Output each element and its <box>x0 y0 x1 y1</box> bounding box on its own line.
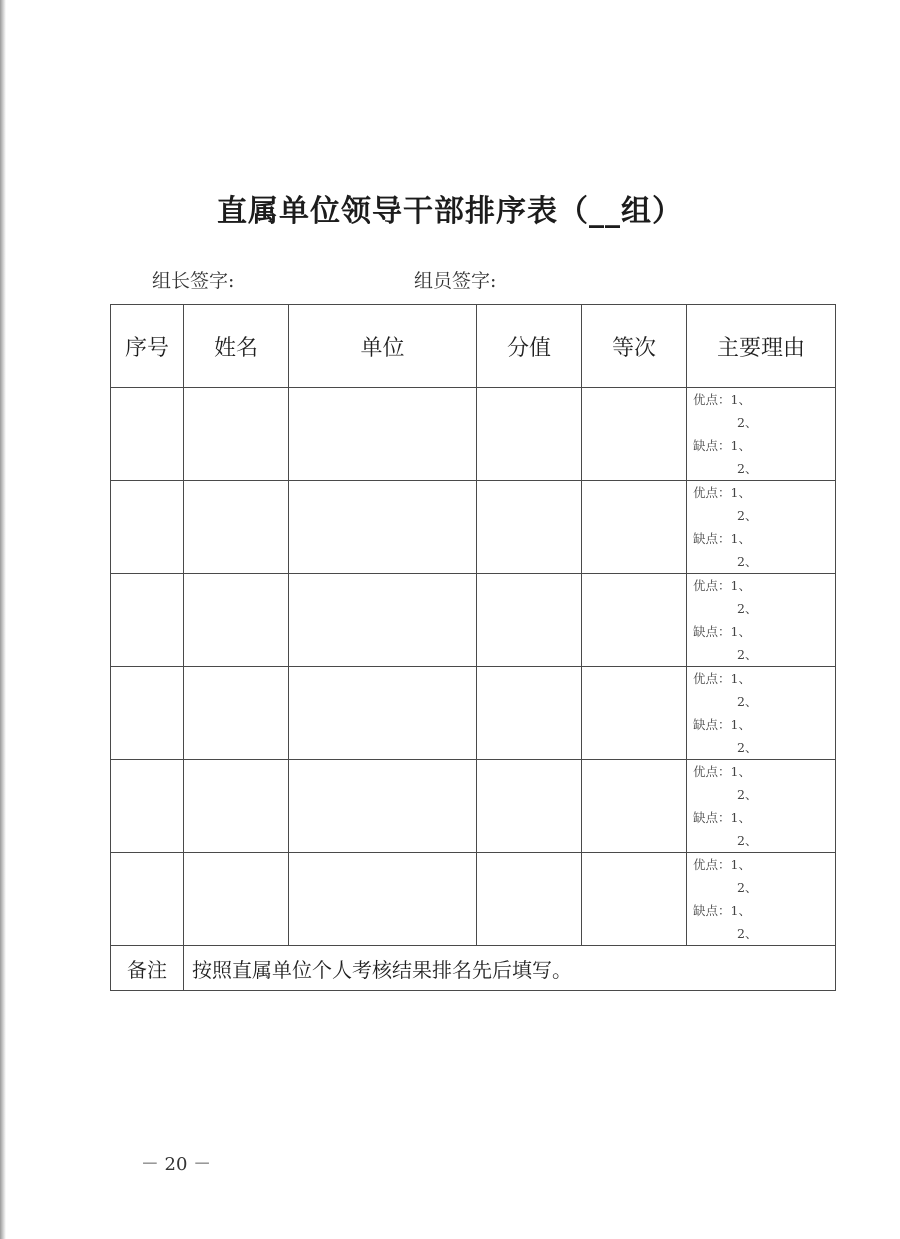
note-row <box>111 946 836 991</box>
advantages-line-2: 2、 <box>737 508 758 523</box>
score-cell[interactable] <box>477 388 582 481</box>
advantages-line-1: 优点：1、 <box>693 764 751 779</box>
advantages-line-2: 2、 <box>737 601 758 616</box>
unit-cell[interactable] <box>289 388 477 481</box>
grade-cell[interactable] <box>582 760 687 853</box>
disadvantages-line-1: 缺点：1、 <box>693 624 751 639</box>
header-score: 分值 <box>477 305 582 388</box>
advantages-line-2: 2、 <box>737 415 758 430</box>
table-row <box>111 388 836 481</box>
serial-cell[interactable] <box>111 574 184 667</box>
unit-cell[interactable] <box>289 760 477 853</box>
reason-cell[interactable] <box>687 481 836 574</box>
disadvantages-line-2: 2、 <box>737 740 758 755</box>
name-cell[interactable] <box>184 667 289 760</box>
reason-cell[interactable] <box>687 388 836 481</box>
grade-cell[interactable] <box>582 853 687 946</box>
grade-cell[interactable] <box>582 667 687 760</box>
advantages-line-1: 优点：1、 <box>693 578 751 593</box>
grade-cell[interactable] <box>582 481 687 574</box>
header-grade: 等次 <box>582 305 687 388</box>
advantages-line-1: 优点：1、 <box>693 485 751 500</box>
table-row <box>111 667 836 760</box>
grade-cell[interactable] <box>582 388 687 481</box>
document-title: 直属单位领导干部排序表（__组） <box>217 194 683 229</box>
disadvantages-line-2: 2、 <box>737 554 758 569</box>
reason-cell[interactable] <box>687 853 836 946</box>
header-name: 姓名 <box>184 305 289 388</box>
advantages-line-1: 优点：1、 <box>693 857 751 872</box>
reason-cell[interactable] <box>687 760 836 853</box>
page-number: － 20 － <box>140 1154 212 1175</box>
table-row <box>111 481 836 574</box>
disadvantages-line-2: 2、 <box>737 647 758 662</box>
advantages-line-1: 优点：1、 <box>693 392 751 407</box>
unit-cell[interactable] <box>289 574 477 667</box>
grade-cell[interactable] <box>582 574 687 667</box>
score-cell[interactable] <box>477 760 582 853</box>
table-header-row <box>111 305 836 388</box>
score-cell[interactable] <box>477 574 582 667</box>
disadvantages-line-2: 2、 <box>737 926 758 941</box>
reason-cell[interactable] <box>687 574 836 667</box>
name-cell[interactable] <box>184 574 289 667</box>
serial-cell[interactable] <box>111 760 184 853</box>
ranking-table <box>110 304 836 991</box>
reason-cell[interactable] <box>687 667 836 760</box>
unit-cell[interactable] <box>289 481 477 574</box>
member-signature-label: 组员签字: <box>414 270 497 292</box>
note-label: 备注 <box>111 946 184 991</box>
table-row <box>111 760 836 853</box>
score-cell[interactable] <box>477 853 582 946</box>
disadvantages-line-1: 缺点：1、 <box>693 903 751 918</box>
score-cell[interactable] <box>477 667 582 760</box>
disadvantages-line-2: 2、 <box>737 833 758 848</box>
name-cell[interactable] <box>184 388 289 481</box>
leader-signature-label: 组长签字: <box>152 270 235 292</box>
table-row <box>111 853 836 946</box>
note-text: 按照直属单位个人考核结果排名先后填写。 <box>184 946 836 991</box>
disadvantages-line-1: 缺点：1、 <box>693 438 751 453</box>
table-row <box>111 574 836 667</box>
disadvantages-line-1: 缺点：1、 <box>693 717 751 732</box>
disadvantages-line-2: 2、 <box>737 461 758 476</box>
header-serial: 序号 <box>111 305 184 388</box>
advantages-line-2: 2、 <box>737 694 758 709</box>
header-unit: 单位 <box>289 305 477 388</box>
unit-cell[interactable] <box>289 853 477 946</box>
disadvantages-line-1: 缺点：1、 <box>693 810 751 825</box>
serial-cell[interactable] <box>111 481 184 574</box>
name-cell[interactable] <box>184 853 289 946</box>
name-cell[interactable] <box>184 760 289 853</box>
advantages-line-1: 优点：1、 <box>693 671 751 686</box>
advantages-line-2: 2、 <box>737 880 758 895</box>
serial-cell[interactable] <box>111 388 184 481</box>
name-cell[interactable] <box>184 481 289 574</box>
score-cell[interactable] <box>477 481 582 574</box>
advantages-line-2: 2、 <box>737 787 758 802</box>
unit-cell[interactable] <box>289 667 477 760</box>
serial-cell[interactable] <box>111 667 184 760</box>
disadvantages-line-1: 缺点：1、 <box>693 531 751 546</box>
header-main-reason: 主要理由 <box>687 305 836 388</box>
serial-cell[interactable] <box>111 853 184 946</box>
